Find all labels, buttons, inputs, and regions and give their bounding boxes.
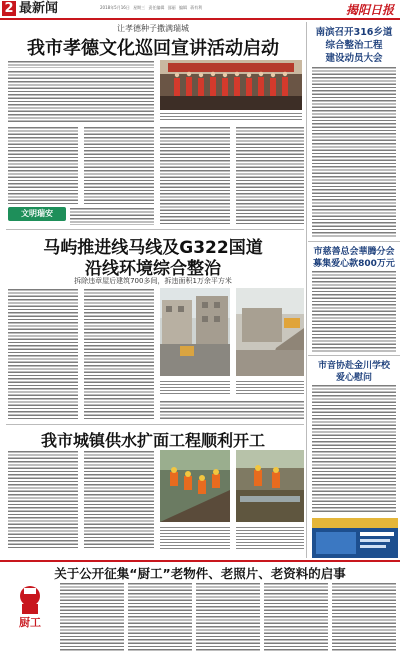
notice-headline: 关于公开征集“厨工”老物件、老照片、老资料的启事 xyxy=(54,566,346,581)
brand-logo: 揭阳日报 xyxy=(345,3,394,17)
right-story2-body xyxy=(312,270,396,352)
lead-kicker: 让孝德种子撒满瑞城 xyxy=(117,24,189,33)
meta-date: 2018年5月16日 xyxy=(100,5,130,10)
notice-body-col3 xyxy=(196,582,260,652)
water-headline: 我市城镇供水扩面工程顺利开工 xyxy=(40,431,265,450)
g322-photo-caption1 xyxy=(160,380,230,396)
lead-body-col2 xyxy=(84,126,154,204)
right-story1-title-line3: 建设动员大会 xyxy=(325,53,383,64)
page-header xyxy=(0,0,400,20)
g322-body-col2 xyxy=(84,288,154,420)
divider xyxy=(6,424,304,425)
bottom-rule xyxy=(0,560,400,562)
lead-byline xyxy=(8,60,154,68)
g322-body-tail xyxy=(160,400,304,420)
right-story1-body xyxy=(312,66,396,238)
header-meta xyxy=(100,5,202,11)
page-number: 2 xyxy=(2,1,16,16)
g322-subtitle: 拆除违章屋后建筑700多间，拆违面积1万余平方米 xyxy=(74,277,232,285)
right-story3-title-line1: 市音协赴金川学校 xyxy=(317,361,390,371)
g322-headline-line2: 沿线环境综合整治 xyxy=(85,259,221,279)
divider xyxy=(308,355,400,356)
right-story2-title-line1: 市慈善总会華腾分会 xyxy=(313,247,395,257)
right-story1-title-line1: 南滨召开316乡道 xyxy=(315,27,393,38)
section-title: 最新闻 xyxy=(19,1,59,16)
meta-designer: 编辑 蒋有利 xyxy=(178,5,203,10)
meta-weekday: 星期三 xyxy=(133,5,146,10)
divider xyxy=(308,241,400,242)
culture-logo xyxy=(8,207,66,221)
lead-stage-photo xyxy=(160,60,302,110)
notice-body-col4 xyxy=(264,582,328,652)
g322-photo-demolition xyxy=(236,288,304,376)
notice-body-col5 xyxy=(332,582,396,652)
lead-intro-text xyxy=(8,70,154,122)
right-story1-title-line2: 综合整治工程 xyxy=(325,40,383,51)
right-story2-title-line2: 募集爱心款800万元 xyxy=(313,259,395,269)
divider xyxy=(6,229,304,230)
g322-body-col1 xyxy=(8,288,78,420)
chugong-logo-text: 厨工 xyxy=(19,616,41,629)
lead-photo-caption xyxy=(160,112,302,121)
culture-logo-text: 文明瑞安 xyxy=(21,209,53,218)
right-advertisement xyxy=(312,518,398,558)
lead-headline: 我市孝德文化巡回宣讲活动启动 xyxy=(27,38,279,59)
water-photo-caption1 xyxy=(160,526,230,550)
meta-editor: 责任编辑 邵丽 xyxy=(148,5,176,10)
column-divider xyxy=(306,22,307,558)
chugong-logo xyxy=(4,582,56,630)
water-photo-pipe xyxy=(236,450,304,522)
lead-body-col4 xyxy=(236,126,304,226)
notice-body-col1 xyxy=(60,582,124,652)
water-photo-caption2 xyxy=(236,526,304,550)
lead-body-col3 xyxy=(160,126,230,226)
notice-body-col2 xyxy=(128,582,192,652)
water-photo-workers xyxy=(160,450,230,522)
g322-headline-line1: 马屿推进线马线及G322国道 xyxy=(43,238,263,258)
right-story3-title-line2: 爱心慰问 xyxy=(335,373,372,383)
water-body-col2 xyxy=(84,450,154,550)
lead-body-col1 xyxy=(8,126,78,204)
water-body-col1 xyxy=(8,450,78,550)
g322-photo-caption2 xyxy=(236,380,304,396)
g322-photo-street xyxy=(160,288,230,376)
right-story3-body xyxy=(312,384,396,514)
lead-body-tail xyxy=(70,207,154,225)
